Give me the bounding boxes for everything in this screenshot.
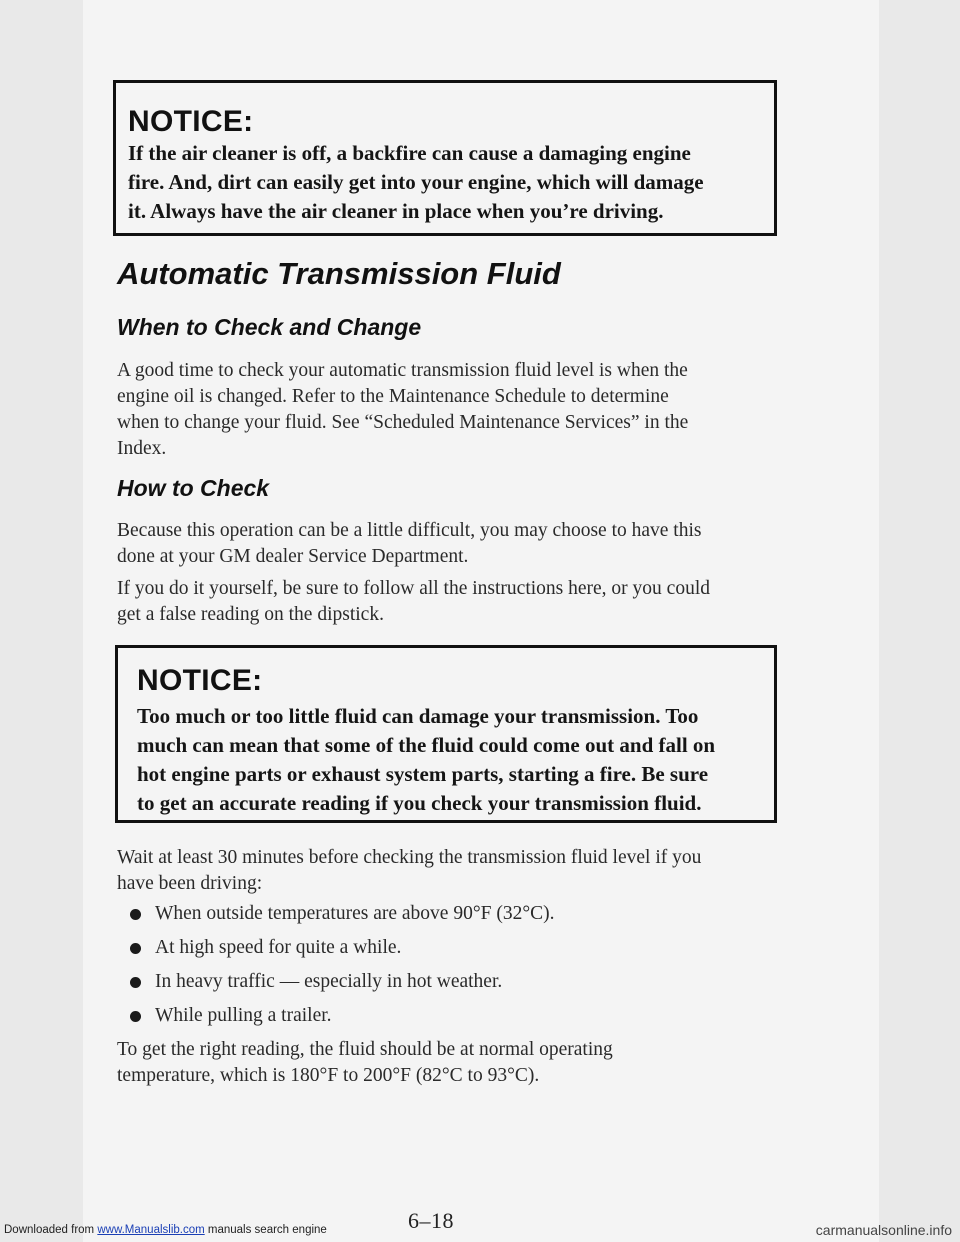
page-number: 6–18 [408, 1208, 454, 1233]
bullet-icon [130, 977, 141, 988]
list-item: At high speed for quite a while. [130, 935, 555, 969]
bullet-icon [130, 943, 141, 954]
manualslib-link[interactable]: www.Manualslib.com [97, 1224, 205, 1236]
notice-box-air-cleaner [113, 80, 777, 236]
paragraph-closing: To get the right reading, the fluid should be at normal operating temperature, which is 180°F to 200°F (82°C to 93°C). [117, 1039, 613, 1086]
notice-title: NOTICE: [128, 105, 254, 138]
paragraph-wait: Wait at least 30 minutes before checking the transmission fluid level if you have been driving: [117, 847, 702, 894]
site-watermark: carmanualsonline.info [815, 1222, 952, 1238]
notice-box-fluid-level [115, 645, 777, 823]
notice-text: Too much or too little fluid can damage your transmission. Too much can mean that some of the fluid could come out and fall on hot engine parts or exhaust system parts, starting a fire. Be sure to get an accurate reading if you check your transmission fluid. [137, 704, 716, 815]
paragraph-instructions: If you do it yourself, be sure to follow all the instructions here, or you could get a false reading on the dipstick. [117, 578, 710, 625]
subheading-when-to-check: When to Check and Change [117, 314, 422, 340]
subheading-how-to-check: How to Check [117, 475, 270, 501]
list-item: When outside temperatures are above 90°F (32°C). [130, 901, 555, 935]
paragraph-difficulty: Because this operation can be a little difficult, you may choose to have this done at your GM dealer Service Department. [117, 520, 702, 567]
section-heading: Automatic Transmission Fluid [117, 256, 561, 291]
conditions-list [130, 901, 555, 1037]
download-source: Downloaded from www.Manualslib.com manuals search engine [4, 1224, 327, 1236]
bullet-icon [130, 1011, 141, 1022]
paragraph-when-to-check: A good time to check your automatic transmission fluid level is when the engine oil is changed. Refer to the Maintenance Schedule to determine when to change your fluid. See “Scheduled Maintenance Services” in the Index. [117, 360, 689, 459]
notice-title: NOTICE: [137, 664, 263, 697]
list-item: While pulling a trailer. [130, 1003, 555, 1037]
list-item: In heavy traffic — especially in hot weather. [130, 969, 555, 1003]
notice-text: If the air cleaner is off, a backfire can cause a damaging engine fire. And, dirt can easily get into your engine, which will damage it. Always have the air cleaner in place when you’re driving. [128, 141, 704, 223]
bullet-icon [130, 909, 141, 920]
